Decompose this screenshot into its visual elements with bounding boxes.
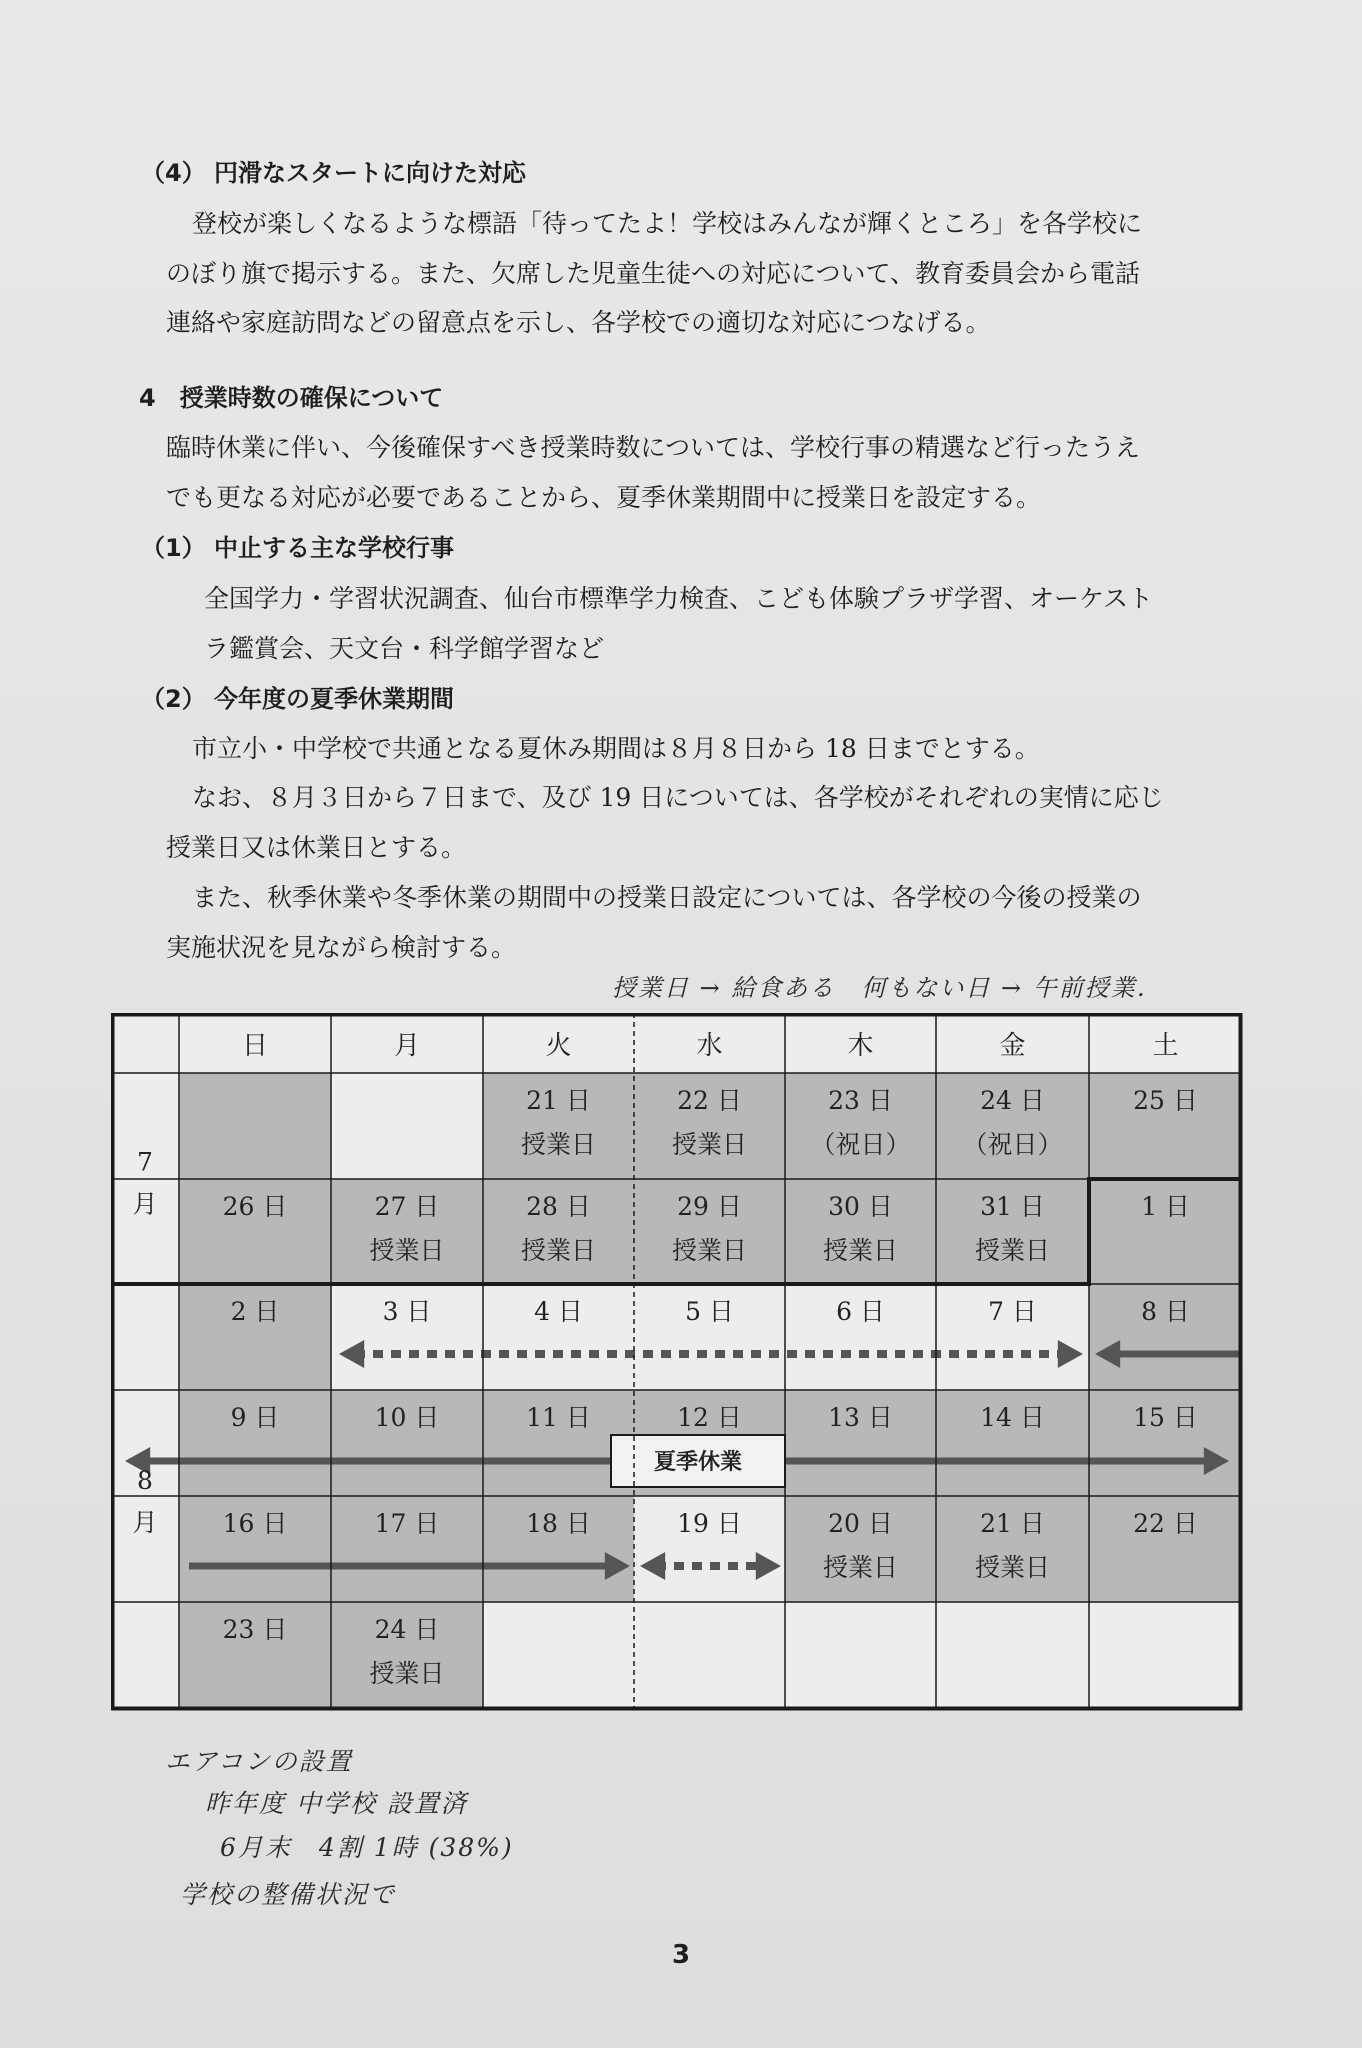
paragraph-line: 臨時休業に伴い、今後確保すべき授業時数については、学校行事の精選など行ったうえ (166, 433, 1141, 462)
day-number: 24 日 (374, 1615, 440, 1644)
month-label-unit: 月 (132, 1508, 158, 1537)
day-note: 授業日 (520, 1236, 597, 1265)
paragraph-line: 登校が楽しくなるような標語「待ってたよ！学校はみんなが輝くところ」を各学校に (192, 209, 1143, 238)
handwritten-note-line: 6月末 4割 1時 (38%) (220, 1833, 514, 1862)
weekday-header: 月 (393, 1031, 421, 1061)
day-note: 授業日 (369, 1659, 445, 1688)
day-number: 17 日 (374, 1509, 440, 1538)
handwritten-note-top: 授業日 → 給食ある 何もない日 → 午前授業． (612, 974, 1163, 1002)
day-note: 授業日 (974, 1236, 1051, 1265)
weekday-header: 火 (545, 1031, 572, 1061)
handwritten-note-line: 昨年度 中学校 設置済 (205, 1789, 468, 1818)
calendar-day-cell (331, 1073, 483, 1179)
day-number: 16 日 (222, 1509, 288, 1538)
day-number: 23 日 (222, 1615, 288, 1644)
day-number: 21 日 (526, 1086, 591, 1115)
sub-1-heading: （1） 中止する主な学校行事 (141, 534, 455, 562)
day-note: 授業日 (822, 1553, 899, 1582)
day-number: 28 日 (526, 1192, 591, 1221)
day-number: 21 日 (980, 1509, 1045, 1538)
day-number: 29 日 (677, 1192, 742, 1221)
weekday-header: 金 (999, 1031, 1026, 1061)
month-label-number: 8 (137, 1466, 153, 1495)
paragraph-line: 連絡や家庭訪問などの留意点を示し、各学校での適切な対応につなげる。 (166, 308, 991, 337)
day-number: 30 日 (828, 1192, 893, 1221)
day-number: 19 日 (677, 1509, 742, 1538)
calendar-day-cell (483, 1602, 634, 1710)
paragraph-line: 授業日又は休業日とする。 (166, 833, 467, 862)
day-number: 25 日 (1133, 1086, 1198, 1115)
day-number: 5 日 (685, 1297, 734, 1326)
paragraph-line: また、秋季休業や冬季休業の期間中の授業日設定については、各学校の今後の授業の (192, 883, 1142, 912)
day-number: 8 日 (1141, 1297, 1190, 1326)
day-number: 22 日 (1133, 1509, 1198, 1538)
day-number: 18 日 (526, 1509, 591, 1538)
day-number: 12 日 (677, 1403, 742, 1432)
month-label-unit: 月 (132, 1189, 158, 1219)
section-4-sub-heading: （4） 円滑なスタートに向けた対応 (141, 159, 527, 187)
weekday-header: 土 (1152, 1031, 1179, 1061)
page-number: 3 (672, 1940, 691, 1970)
paragraph-line: なお、８月３日から７日まで、及び 19 日については、各学校がそれぞれの実情に応じ (192, 783, 1164, 812)
day-note: 授業日 (671, 1236, 748, 1265)
day-note: 授業日 (520, 1130, 597, 1159)
weekday-header: 日 (241, 1031, 269, 1061)
day-note: 授業日 (974, 1553, 1051, 1582)
day-number: 13 日 (828, 1403, 893, 1432)
section-4-heading: 4 授業時数の確保について (139, 384, 444, 412)
paragraph-line: 実施状況を見ながら検討する。 (166, 933, 517, 962)
day-number: 10 日 (374, 1403, 440, 1432)
paragraph-line: でも更なる対応が必要であることから、夏季休業期間中に授業日を設定する。 (166, 483, 1042, 512)
day-number: 22 日 (677, 1086, 742, 1115)
day-number: 3 日 (382, 1297, 432, 1326)
calendar-day-cell (785, 1602, 936, 1710)
day-note: 授業日 (671, 1130, 748, 1159)
calendar-day-cell (1089, 1602, 1242, 1710)
day-number: 4 日 (534, 1297, 583, 1326)
day-number: 20 日 (828, 1509, 893, 1538)
weekday-header: 木 (847, 1031, 874, 1061)
day-number: 27 日 (374, 1192, 440, 1221)
day-number: 24 日 (980, 1086, 1045, 1115)
paragraph-line: 市立小・中学校で共通となる夏休み期間は８月８日から 18 日までとする。 (192, 734, 1040, 763)
day-note: 授業日 (822, 1236, 899, 1265)
day-number: 23 日 (828, 1086, 893, 1115)
day-number: 2 日 (230, 1297, 280, 1326)
paragraph-line: 全国学力・学習状況調査、仙台市標準学力検査、こども体験プラザ学習、オーケスト (204, 584, 1154, 613)
day-note: 授業日 (369, 1236, 445, 1265)
day-note: （祝日） (962, 1130, 1063, 1159)
day-number: 26 日 (222, 1192, 288, 1221)
day-number: 31 日 (980, 1192, 1045, 1221)
weekday-header: 水 (696, 1031, 723, 1061)
paragraph-line: ラ鑑賞会、天文台・科学館学習など (204, 634, 605, 663)
handwritten-note-line: 学校の整備状況で (180, 1880, 397, 1909)
day-number: 9 日 (230, 1403, 280, 1432)
handwritten-note-aircon: エアコンの設置 (165, 1747, 353, 1776)
day-number: 15 日 (1133, 1403, 1198, 1432)
day-number: 14 日 (980, 1403, 1045, 1432)
day-note: （祝日） (810, 1130, 911, 1159)
day-number: 6 日 (836, 1297, 885, 1326)
day-number: 7 日 (988, 1297, 1037, 1326)
sub-2-heading: （2） 今年度の夏季休業期間 (141, 685, 455, 713)
day-number: 11 日 (526, 1403, 591, 1432)
vacation-label: 夏季休業 (653, 1450, 743, 1475)
calendar-day-cell (936, 1602, 1089, 1710)
calendar-day-cell (179, 1073, 331, 1179)
calendar-day-cell (634, 1602, 785, 1710)
month-label-number: 7 (137, 1147, 153, 1177)
day-number: 1 日 (1141, 1192, 1190, 1221)
summer-calendar (111, 1013, 1244, 1713)
paragraph-line: のぼり旗で掲示する。また、欠席した児童生徒への対応について、教育委員会から電話 (166, 259, 1141, 288)
